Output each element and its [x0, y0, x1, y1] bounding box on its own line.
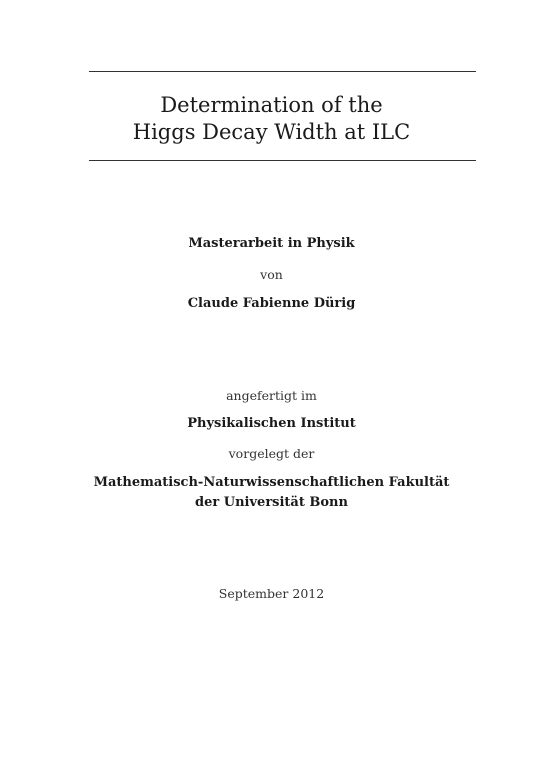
- page-title: [0, 92, 543, 146]
- title-line-2: Higgs Decay Width at ILC: [132, 120, 411, 144]
- thesis-type: Masterarbeit in Physik: [188, 236, 355, 251]
- by-label: von: [260, 267, 283, 282]
- submitted-label: vorgelegt der: [228, 446, 315, 461]
- institute-name: Physikalischen Institut: [187, 416, 356, 431]
- faculty-line-1: Mathematisch-Naturwissenschaftlichen Fakultät: [93, 475, 450, 490]
- bottom-rule: [89, 160, 476, 161]
- title-line-1: Determination of the: [160, 93, 383, 117]
- faculty-line-2: der Universität Bonn: [195, 495, 348, 510]
- prepared-label: angefertigt im: [226, 388, 317, 403]
- submission-date: September 2012: [218, 586, 325, 601]
- author-name: Claude Fabienne Dürig: [187, 296, 356, 311]
- top-rule: [89, 71, 476, 72]
